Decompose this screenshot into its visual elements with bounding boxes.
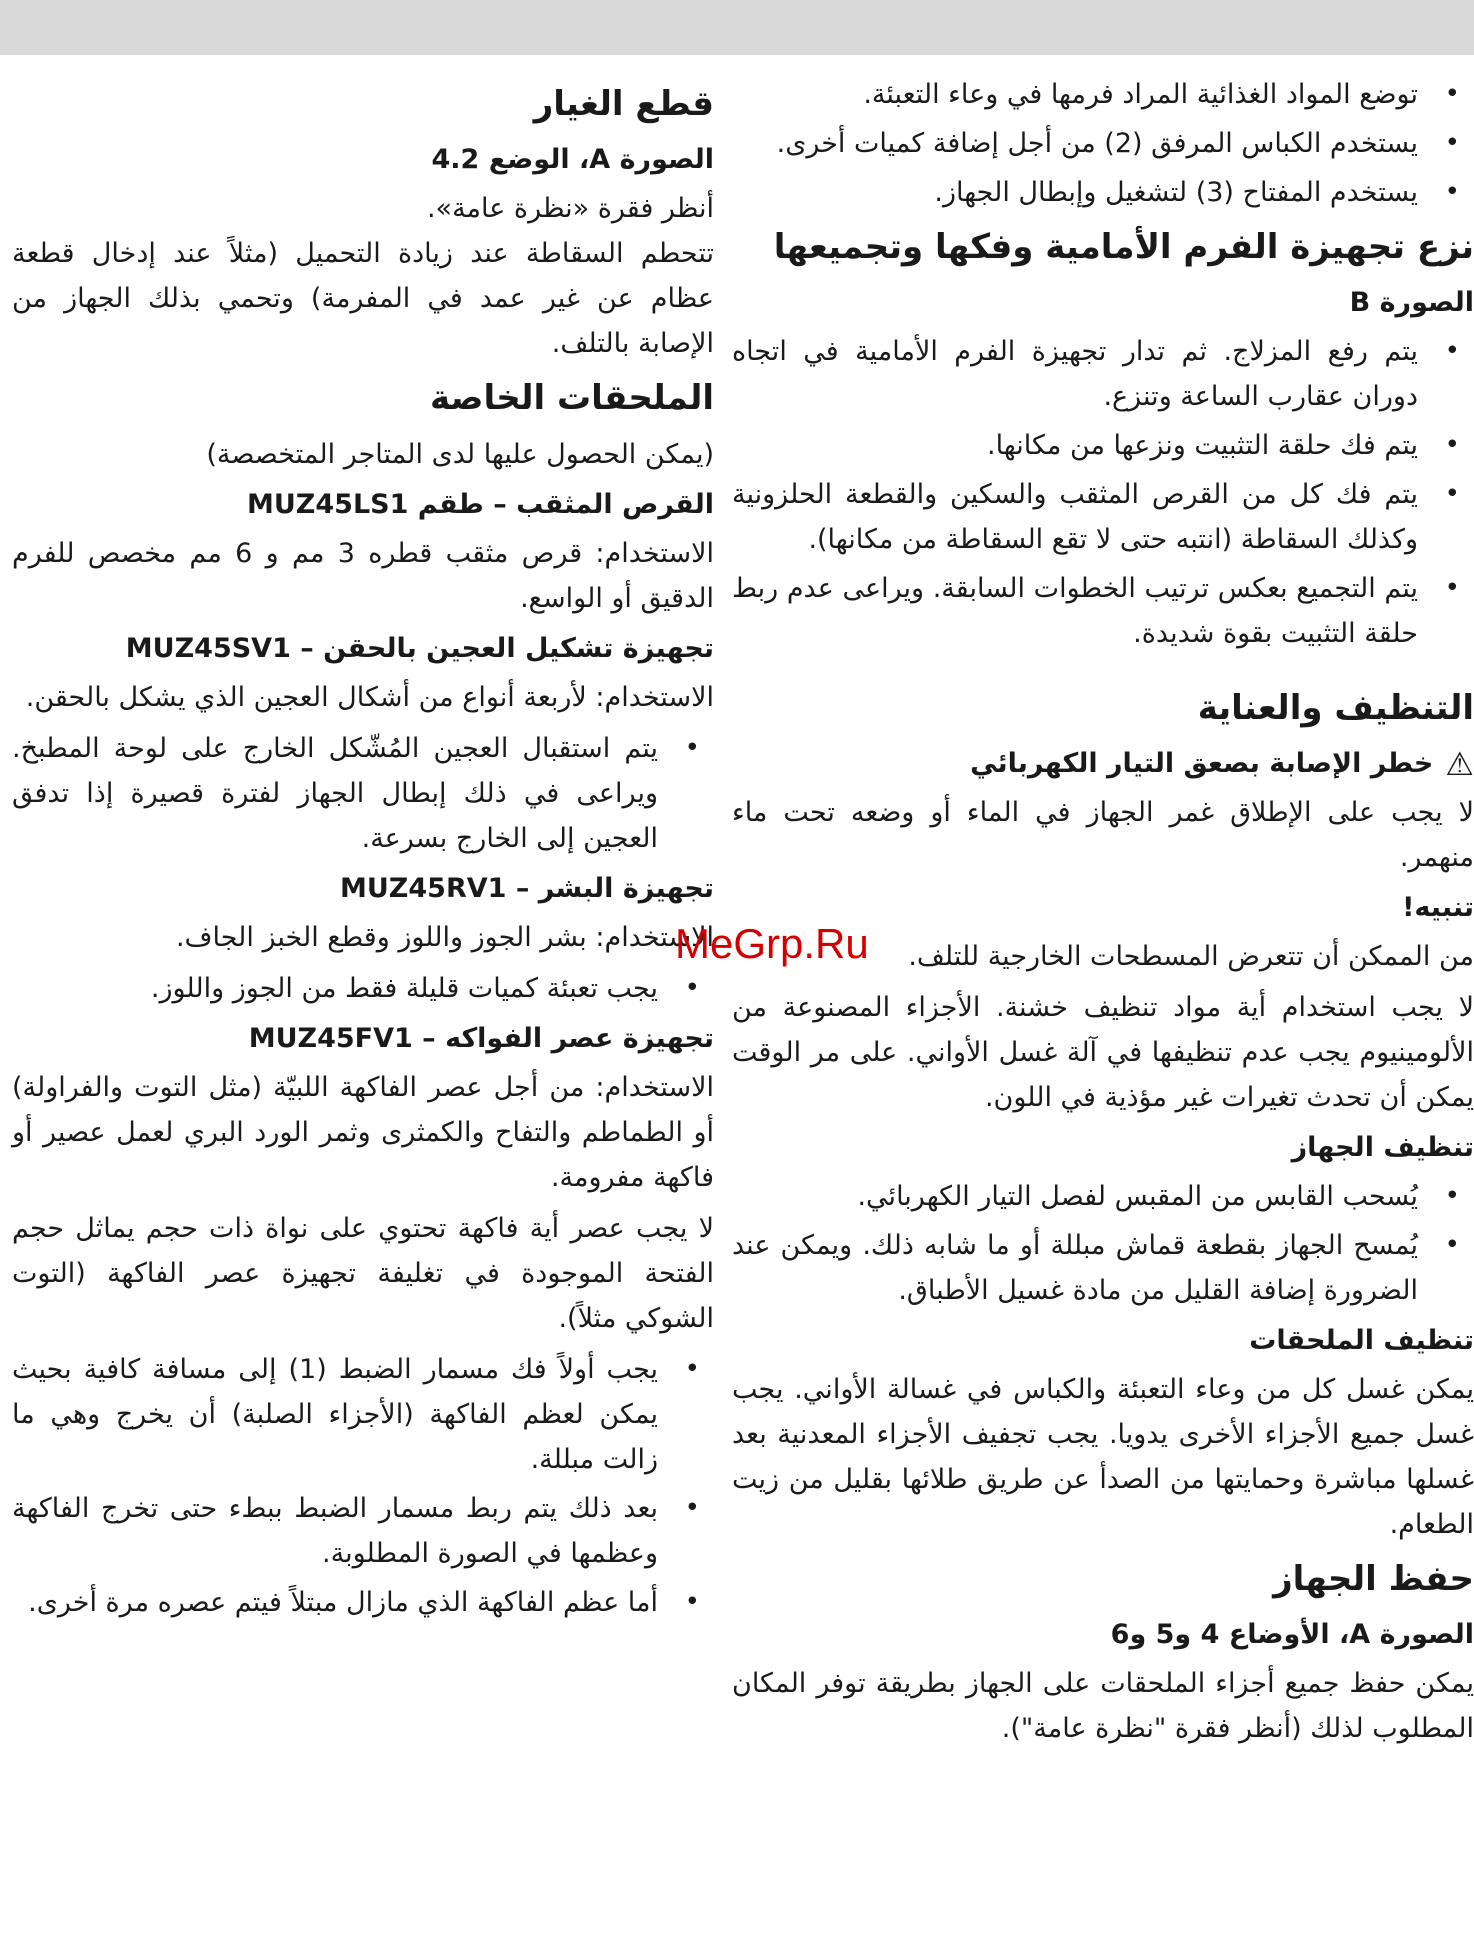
list-item: • يستخدم المفتاح (3) لتشغيل وإبطال الجهاز.	[732, 170, 1474, 215]
caution-title: تنبيه!	[1402, 892, 1474, 923]
list-item: • يُمسح الجهاز بقطعة قماش مبللة أو ما شابه ذلك. ويمكن عند الضرورة إضافة القليل من مادة غسيل الأطباق.	[732, 1223, 1474, 1313]
storage-text: يمكن حفظ جميع أجزاء الملحقات على الجهاز بطريقة توفر المكان المطلوب لذلك (أنظر فقرة "نظرة عامة").	[732, 1668, 1474, 1744]
figure-reference: الصورة B	[1349, 287, 1474, 318]
left-column	[12, 72, 714, 1631]
list-item: • يُسحب القابس من المقبس لفصل التيار الكهربائي.	[732, 1174, 1474, 1219]
section-heading-front-attachment: نزع تجهيزة الفرم الأمامية وفكها وتجميعها	[773, 227, 1474, 267]
juicer-warning-text: لا يجب عصر أية فاكهة تحتوي على نواة ذات حجم يماثل حجم الفتحة الموجودة في تغليفة تجهيزة عصر الفاكهة (التوت الشوكي مثلاً).	[12, 1213, 714, 1334]
spare-parts-text: تتحطم السقاطة عند زيادة التحميل (مثلاً عند إدخال قطعة عظام عن غير عمد في المفرمة) وتحمي بذلك الجهاز من الإصابة بالتلف.	[12, 238, 714, 359]
warning-triangle-icon: ⚠	[1445, 745, 1474, 783]
intro-bullet-list	[732, 72, 1474, 215]
accessory-title: القرص المثقب – طقم MUZ45LS1	[247, 489, 714, 520]
list-item: • بعد ذلك يتم ربط مسمار الضبط ببطء حتى تخرج الفاكهة وعظمها في الصورة المطلوبة.	[12, 1486, 714, 1576]
list-item: • يتم التجميع بعكس ترتيب الخطوات السابقة. ويراعى عدم ربط حلقة التثبيت بقوة شديدة.	[732, 566, 1474, 656]
watermark-text: MeGrp.Ru	[675, 920, 869, 967]
section-heading-storage: حفظ الجهاز	[1273, 1559, 1474, 1599]
accessory-usage: الاستخدام: لأربعة أنواع من أشكال العجين الذي يشكل بالحقن.	[25, 682, 714, 713]
caution-text: لا يجب استخدام أية مواد تنظيف خشنة. الأجزاء المصنوعة من الألومينيوم يجب عدم تنظيفها في آلة غسل الأواني. على مر الوقت يمكن أن تحدث تغيرات غير مؤذية في اللون.	[732, 992, 1474, 1113]
figure-reference: الصورة A، الأوضاع 4 و5 و6	[1110, 1619, 1474, 1650]
list-item: • يجب تعبئة كميات قليلة فقط من الجوز واللوز.	[12, 966, 714, 1011]
accessory-title: تجهيزة البشر – MUZ45RV1	[340, 873, 714, 904]
front-attachment-bullet-list	[732, 329, 1474, 656]
shock-warning-heading	[732, 742, 1474, 786]
figure-reference: الصورة A، الوضع 4.2	[431, 144, 714, 175]
accessory-cleaning-text: يمكن غسل كل من وعاء التعبئة والكباس في غسالة الأواني. يجب غسل جميع الأجزاء الأخرى يدويا. يجب تجفيف الأجزاء المعدنية بعد غسلها مباشرة وحمايتها من الصدأ عن طريق طلائها بقليل من زيت الطعام.	[732, 1374, 1474, 1540]
section-heading-special-accessories: الملحقات الخاصة	[429, 378, 714, 418]
list-item: • أما عظم الفاكهة الذي مازال مبتلاً فيتم عصره مرة أخرى.	[12, 1580, 714, 1625]
accessory-title: تجهيزة عصر الفواكه – MUZ45FV1	[248, 1023, 714, 1054]
section-heading-cleaning: التنظيف والعناية	[1197, 688, 1474, 728]
right-column	[732, 72, 1474, 1757]
list-item: • توضع المواد الغذائية المراد فرمها في وعاء التعبئة.	[732, 72, 1474, 117]
accessory-title: تجهيزة تشكيل العجين بالحقن – MUZ45SV1	[125, 633, 714, 664]
accessory-usage: الاستخدام: من أجل عصر الفاكهة اللبيّة (مثل التوت والفراولة) أو الطماطم والتفاح والكمثرى وثمر الورد البري لعمل عصير أو فاكهة مفرومة.	[12, 1072, 714, 1193]
dough-bullet-list	[12, 726, 714, 861]
shock-warning-title: خطر الإصابة بصعق التيار الكهربائي	[970, 748, 1434, 779]
section-heading-spare-parts: قطع الغيار	[533, 84, 714, 124]
accessory-usage: الاستخدام: بشر الجوز واللوز وقطع الخبز الجاف.	[175, 922, 714, 953]
list-item: • يجب أولاً فك مسمار الضبط (1) إلى مسافة كافية بحيث يمكن لعظم الفاكهة (الأجزاء الصلبة) أن يخرج وهي ما زالت مبللة.	[12, 1347, 714, 1482]
spare-parts-text: أنظر فقرة «نظرة عامة».	[426, 193, 714, 224]
shock-warning-text: لا يجب على الإطلاق غمر الجهاز في الماء أو وضعه تحت ماء منهمر.	[732, 797, 1474, 873]
list-item: • يتم فك كل من القرص المثقب والسكين والقطعة الحلزونية وكذلك السقاطة (انتبه حتى لا تقع السقاطة من مكانها).	[732, 472, 1474, 562]
accessory-cleaning-heading: تنظيف الملحقات	[1249, 1325, 1474, 1356]
special-accessories-note: (يمكن الحصول عليها لدى المتاجر المتخصصة)	[206, 439, 714, 470]
list-item: • يتم رفع المزلاج. ثم تدار تجهيزة الفرم الأمامية في اتجاه دوران عقارب الساعة وتنزع.	[732, 329, 1474, 419]
list-item: • يستخدم الكباس المرفق (2) من أجل إضافة كميات أخرى.	[732, 121, 1474, 166]
device-cleaning-bullet-list	[732, 1174, 1474, 1313]
device-cleaning-heading: تنظيف الجهاز	[1291, 1132, 1474, 1163]
juicer-bullet-list	[12, 1347, 714, 1625]
list-item: • يتم استقبال العجين المُشّكل الخارج على لوحة المطبخ. ويراعى في ذلك إبطال الجهاز لفترة قصيرة إذا تدفق العجين إلى الخارج بسرعة.	[12, 726, 714, 861]
list-item: • يتم فك حلقة التثبيت ونزعها من مكانها.	[732, 423, 1474, 468]
caution-text: من الممكن أن تتعرض المسطحات الخارجية للتلف.	[908, 941, 1474, 972]
grater-bullet-list	[12, 966, 714, 1011]
accessory-usage: الاستخدام: قرص مثقب قطره 3 مم و 6 مم مخصص للفرم الدقيق أو الواسع.	[12, 538, 715, 614]
top-gray-band	[0, 0, 1474, 55]
